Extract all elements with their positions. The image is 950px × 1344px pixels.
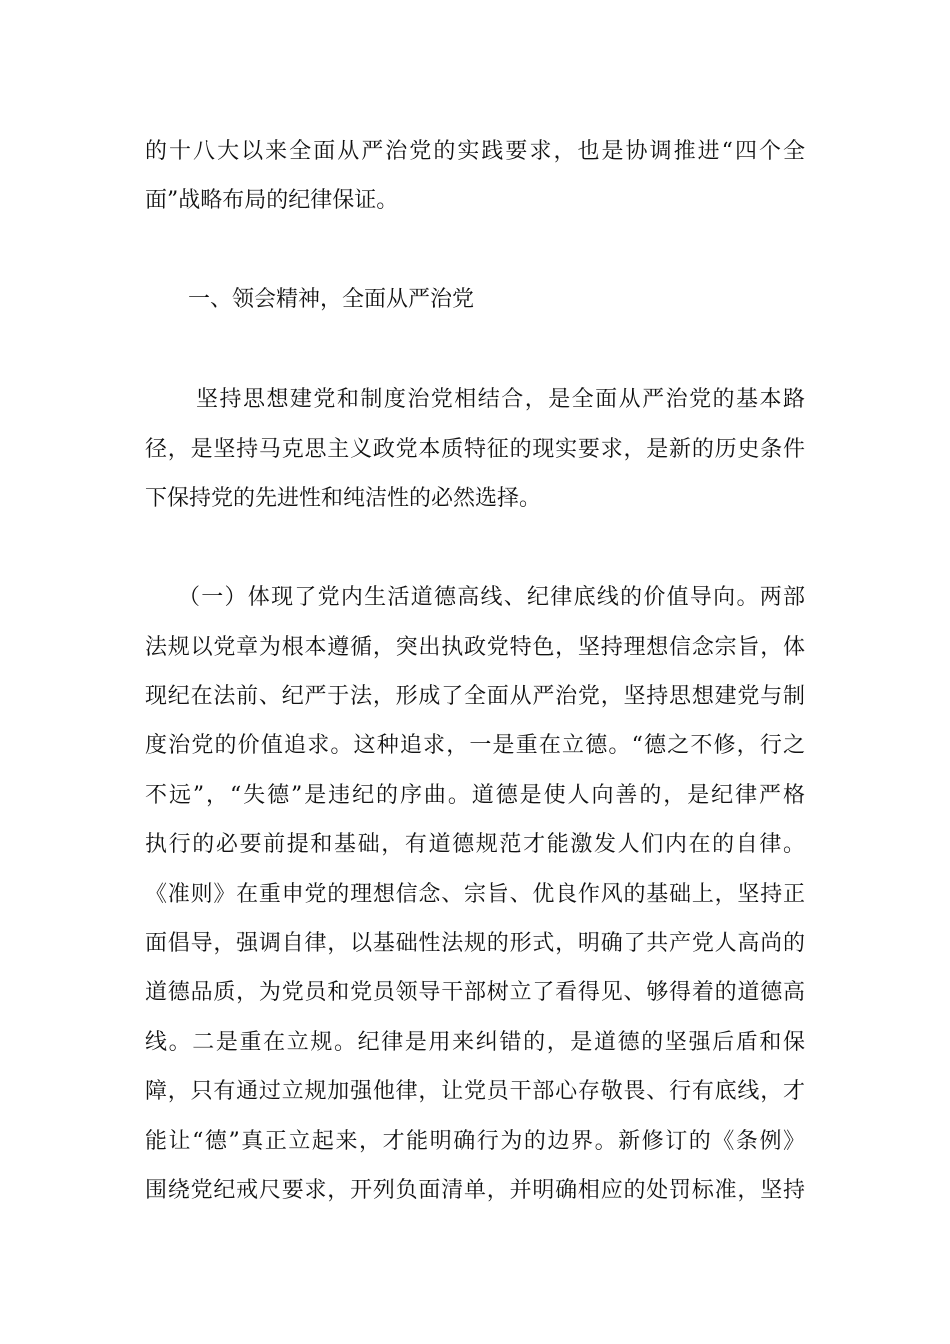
paragraph-line: 度治党的价值追求。这种追求，一是重在立德。“德之不修，行之 xyxy=(145,733,805,758)
paragraph-line: 的十八大以来全面从严治党的实践要求，也是协调推进“四个全 xyxy=(145,139,805,164)
paragraph-line: 面”战略布局的纪律保证。 xyxy=(145,188,399,213)
paragraph-line: 能让“德”真正立起来，才能明确行为的边界。新修订的《条例》 xyxy=(145,1129,805,1154)
paragraph-line: 道德品质，为党员和党员领导干部树立了看得见、够得着的道德高 xyxy=(145,980,805,1005)
paragraph-line: 执行的必要前提和基础，有道德规范才能激发人们内在的自律。 xyxy=(145,832,805,857)
paragraph-line: 围绕党纪戒尺要求，开列负面清单，并明确相应的处罚标准，坚持 xyxy=(145,1178,805,1203)
paragraph-line: 下保持党的先进性和纯洁性的必然选择。 xyxy=(145,486,542,511)
paragraph-line: 法规以党章为根本遵循，突出执政党特色，坚持理想信念宗旨，体 xyxy=(145,635,805,660)
paragraph-line: 坚持思想建党和制度治党相结合，是全面从严治党的基本路 xyxy=(196,387,805,412)
paragraph-line: （一）体现了党内生活道德高线、纪律底线的价值导向。两部 xyxy=(178,585,805,610)
section-heading: 一、领会精神，全面从严治党 xyxy=(188,287,475,312)
paragraph-line: 径，是坚持马克思主义政党本质特征的现实要求，是新的历史条件 xyxy=(145,437,805,462)
paragraph-line: 面倡导，强调自律，以基础性法规的形式，明确了共产党人高尚的 xyxy=(145,931,805,956)
paragraph-line: 障，只有通过立规加强他律，让党员干部心存敬畏、行有底线，才 xyxy=(145,1079,805,1104)
paragraph-line: 不远”，“失德”是违纪的序曲。道德是使人向善的，是纪律严格 xyxy=(145,783,805,808)
paragraph-line: 线。二是重在立规。纪律是用来纠错的，是道德的坚强后盾和保 xyxy=(145,1030,805,1055)
paragraph-line: 《准则》在重申党的理想信念、宗旨、优良作风的基础上，坚持正 xyxy=(145,882,805,907)
paragraph-line: 现纪在法前、纪严于法，形成了全面从严治党，坚持思想建党与制 xyxy=(145,684,805,709)
